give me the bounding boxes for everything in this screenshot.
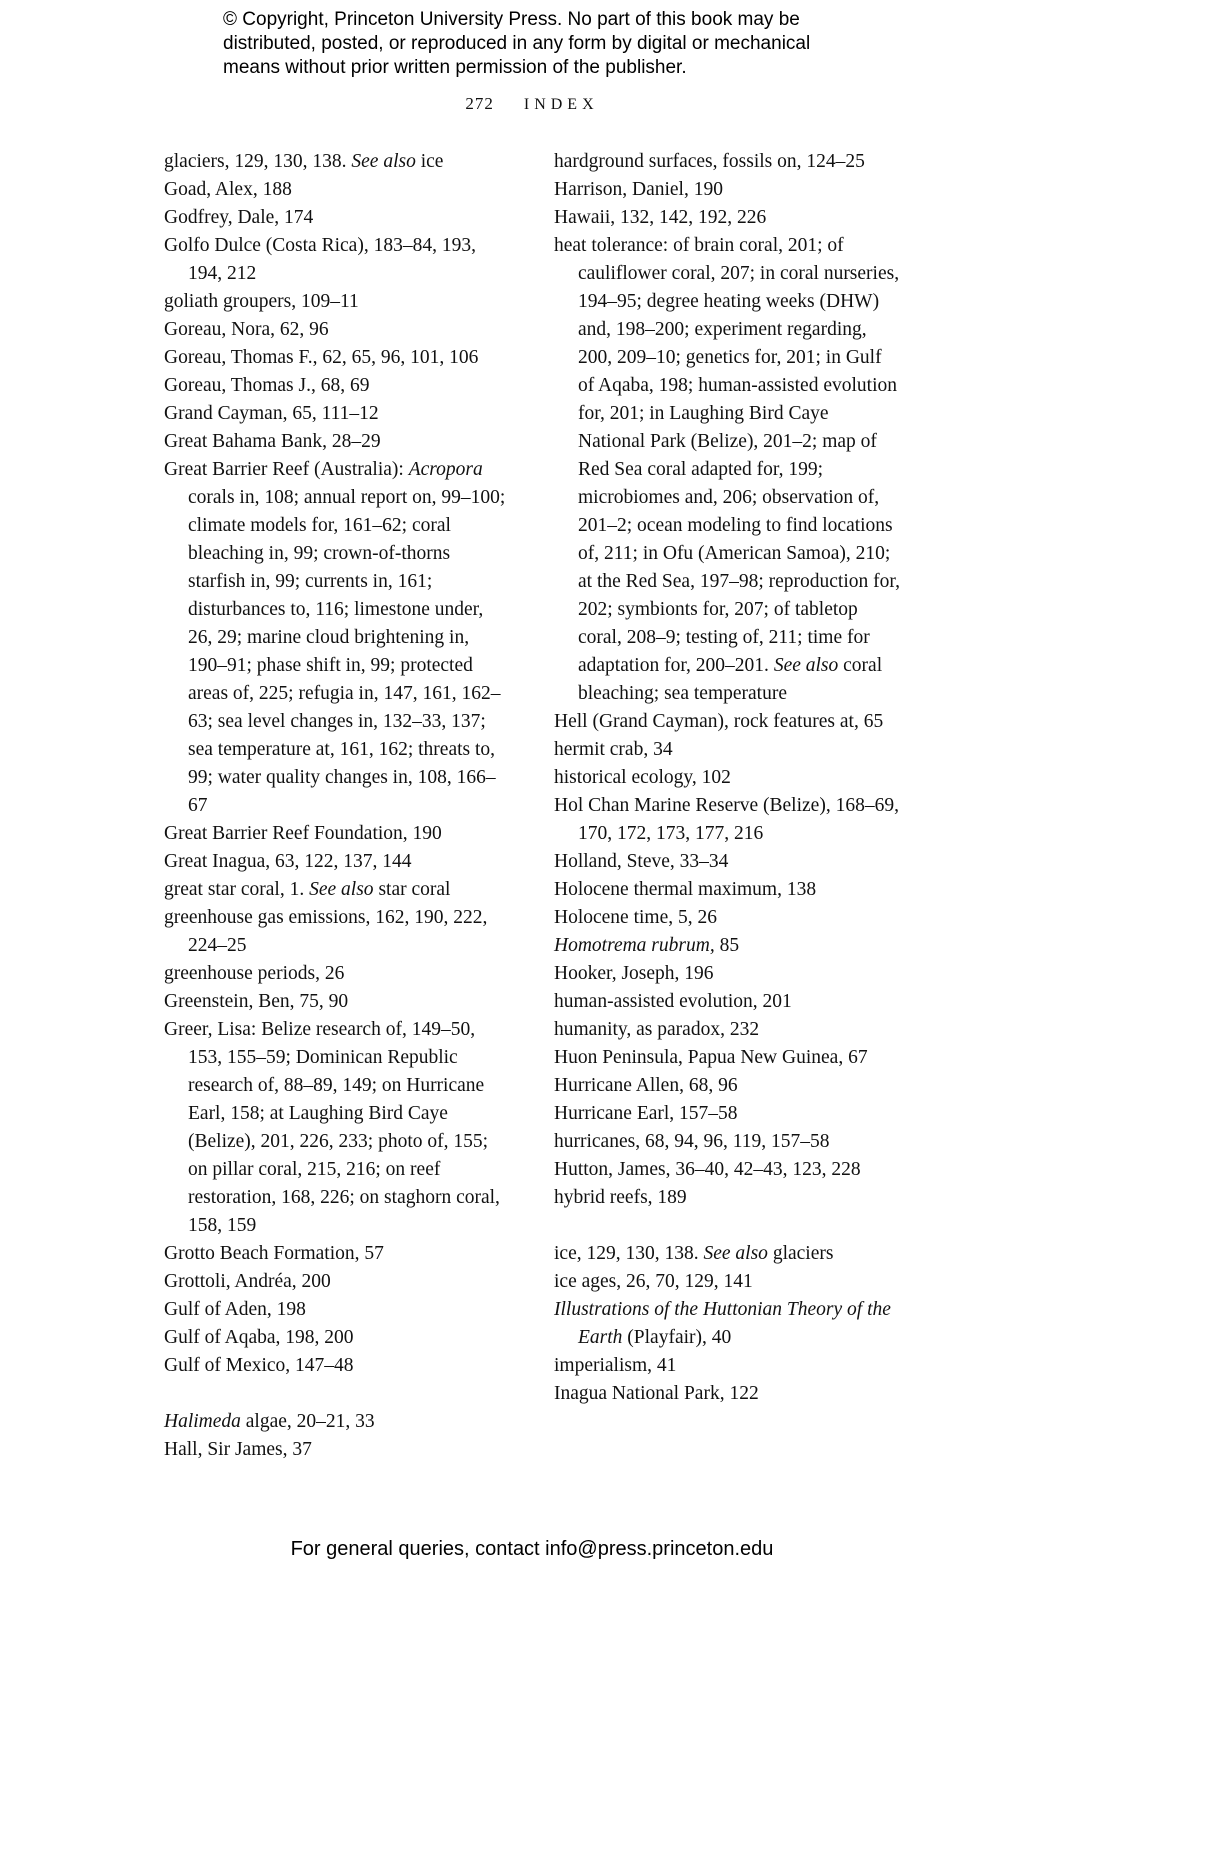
index-entry: Holland, Steve, 33–34 <box>554 851 729 872</box>
index-column-right <box>554 148 900 1464</box>
index-entry: Hurricane Earl, 157–58 <box>554 1103 738 1124</box>
index-entry: Gulf of Mexico, 147–48 <box>164 1355 354 1376</box>
index-entry: Goreau, Thomas J., 68, 69 <box>164 375 370 396</box>
section-gap <box>554 1212 900 1240</box>
index-column-left <box>164 148 510 1464</box>
footer-query-note: For general queries, contact info@press.princeton.edu <box>290 1538 774 1560</box>
index-entry: Hall, Sir James, 37 <box>164 1439 312 1460</box>
running-head <box>164 94 900 114</box>
index-title: INDEX <box>523 96 599 113</box>
index-entry: Godfrey, Dale, 174 <box>164 207 314 228</box>
index-entry: Halimeda algae, 20–21, 33 <box>164 1411 375 1432</box>
index-entry: Holocene thermal maximum, 138 <box>554 879 817 900</box>
index-entry: Huon Peninsula, Papua New Guinea, 67 <box>554 1047 868 1068</box>
index-entry: Greer, Lisa: Belize research of, 149–50, 153, 155–59; Dominican Republic research of, 88–89, 149; on Hurricane Earl, 158; at Laughing Bird Caye (Belize), 201, 226, 233; photo of, 155; on pillar coral, 215, 216; on reef restoration, 168, 226; on staghorn coral, 158, 159 <box>164 1019 500 1236</box>
index-entry: Hutton, James, 36–40, 42–43, 123, 228 <box>554 1159 861 1180</box>
index-columns <box>164 148 900 1464</box>
index-entry: great star coral, 1. See also star coral <box>164 879 451 900</box>
index-entry: Goreau, Nora, 62, 96 <box>164 319 329 340</box>
index-entry: Hurricane Allen, 68, 96 <box>554 1075 738 1096</box>
index-entry: Gulf of Aden, 198 <box>164 1299 306 1320</box>
index-entry: goliath groupers, 109–11 <box>164 291 359 312</box>
index-entry: heat tolerance: of brain coral, 201; of cauliflower coral, 207; in coral nurseries, 194–95; degree heating weeks (DHW) and, 198–200; experiment regarding, 200, 209–10; genetics for, 201; in Gulf of Aqaba, 198; human-assisted evolution for, 201; in Laughing Bird Caye National Park (Belize), 201–2; map of Red Sea coral adapted for, 199; microbiomes and, 206; observation of, 201–2; ocean modeling to find locations of, 211; in Ofu (American Samoa), 210; at the Red Sea, 197–98; reproduction for, 202; symbionts for, 207; of tabletop coral, 208–9; testing of, 211; time for adaptation for, 200–201. See also coral bleaching; sea temperature <box>554 235 900 704</box>
index-entry: Hooker, Joseph, 196 <box>554 963 714 984</box>
index-entry: Gulf of Aqaba, 198, 200 <box>164 1327 354 1348</box>
index-entry: human-assisted evolution, 201 <box>554 991 792 1012</box>
index-entry: Harrison, Daniel, 190 <box>554 179 723 200</box>
index-entry: Greenstein, Ben, 75, 90 <box>164 991 349 1012</box>
index-entry: Grotto Beach Formation, 57 <box>164 1243 384 1264</box>
index-entry: greenhouse periods, 26 <box>164 963 345 984</box>
index-entry: hermit crab, 34 <box>554 739 673 760</box>
index-entry: Great Bahama Bank, 28–29 <box>164 431 381 452</box>
copyright-notice: © Copyright, Princeton University Press. No part of this book may be distributed, posted, or reproduced in any form by digital or mechanical means without prior written permission of the publisher. <box>223 9 811 78</box>
index-entry: hurricanes, 68, 94, 96, 119, 157–58 <box>554 1131 830 1152</box>
index-entry: Goad, Alex, 188 <box>164 179 292 200</box>
index-entry: hardground surfaces, fossils on, 124–25 <box>554 151 865 172</box>
index-entry: Great Inagua, 63, 122, 137, 144 <box>164 851 412 872</box>
index-entry: Hell (Grand Cayman), rock features at, 65 <box>554 711 884 732</box>
index-entry: imperialism, 41 <box>554 1355 677 1376</box>
index-entry: hybrid reefs, 189 <box>554 1187 687 1208</box>
index-entry: Hol Chan Marine Reserve (Belize), 168–69, 170, 172, 173, 177, 216 <box>554 795 899 844</box>
index-entry: Holocene time, 5, 26 <box>554 907 717 928</box>
index-entry: greenhouse gas emissions, 162, 190, 222, 224–25 <box>164 907 488 956</box>
index-entry: ice ages, 26, 70, 129, 141 <box>554 1271 753 1292</box>
index-entry: Illustrations of the Huttonian Theory of the Earth (Playfair), 40 <box>554 1299 891 1348</box>
page-number: 272 <box>465 94 494 113</box>
index-entry: Golfo Dulce (Costa Rica), 183–84, 193, 194, 212 <box>164 235 476 284</box>
index-entry: Grand Cayman, 65, 111–12 <box>164 403 379 424</box>
index-entry: glaciers, 129, 130, 138. See also ice <box>164 151 444 172</box>
index-entry: Homotrema rubrum, 85 <box>554 935 740 956</box>
index-entry: humanity, as paradox, 232 <box>554 1019 760 1040</box>
index-entry: Grottoli, Andréa, 200 <box>164 1271 331 1292</box>
index-entry: Goreau, Thomas F., 62, 65, 96, 101, 106 <box>164 347 479 368</box>
index-entry: ice, 129, 130, 138. See also glaciers <box>554 1243 834 1264</box>
index-entry: Great Barrier Reef (Australia): Acropora corals in, 108; annual report on, 99–100; climate models for, 161–62; coral bleaching in, 99; crown-of-thorns starfish in, 99; currents in, 161; disturbances to, 116; limestone under, 26, 29; marine cloud brightening in, 190–91; phase shift in, 99; protected areas of, 225; refugia in, 147, 161, 162–63; sea level changes in, 132–33, 137; sea temperature at, 161, 162; threats to, 99; water quality changes in, 108, 166–67 <box>164 459 506 816</box>
index-entry: Inagua National Park, 122 <box>554 1383 759 1404</box>
index-entry: historical ecology, 102 <box>554 767 731 788</box>
index-entry: Great Barrier Reef Foundation, 190 <box>164 823 442 844</box>
index-entry: Hawaii, 132, 142, 192, 226 <box>554 207 767 228</box>
section-gap <box>164 1380 510 1408</box>
